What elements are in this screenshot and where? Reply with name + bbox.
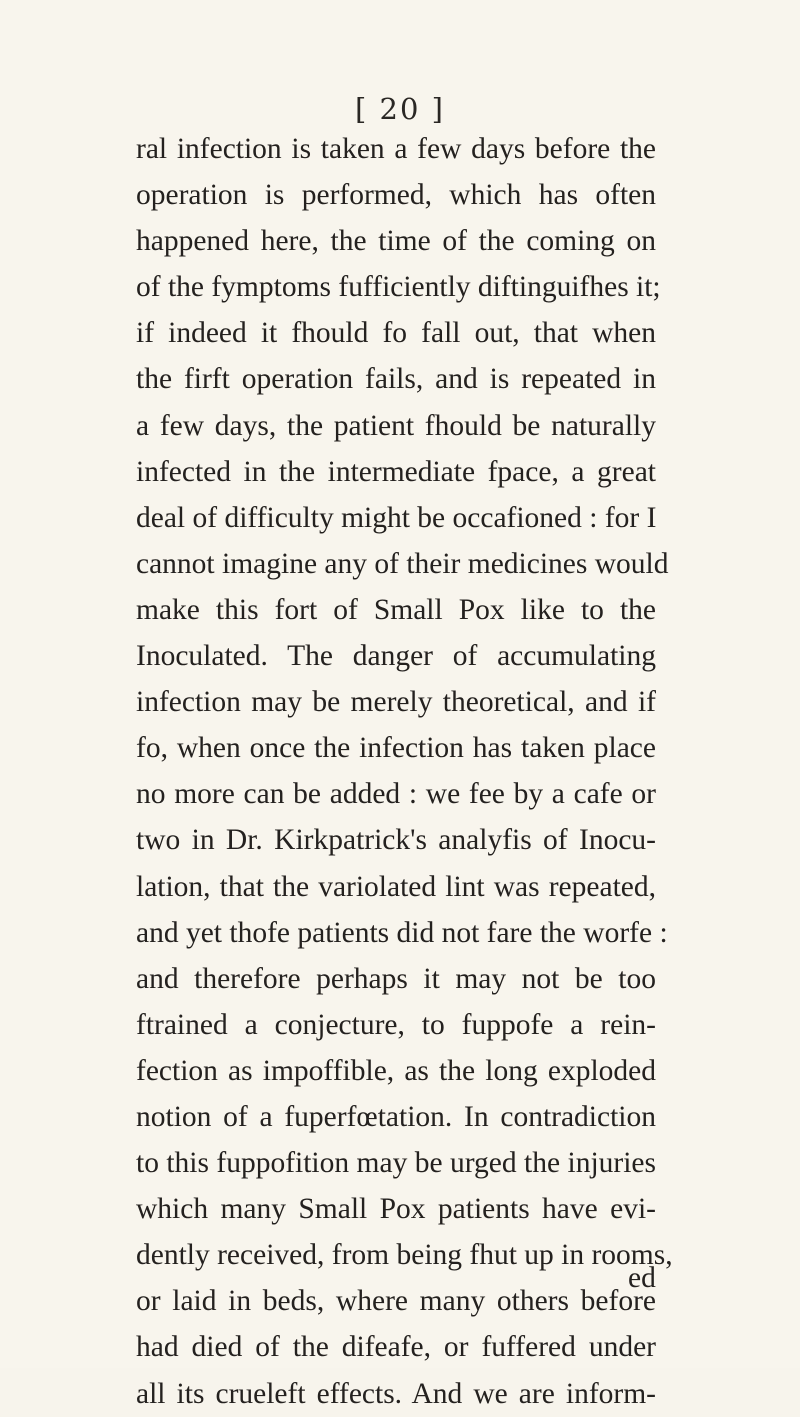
text-line: or laid in beds, where many others before	[136, 1285, 656, 1318]
body-text	[136, 126, 673, 1417]
text-line: fo, when once the infection has taken place	[136, 732, 656, 765]
text-line: if indeed it fhould fo fall out, that when	[136, 317, 656, 350]
text-line: notion of a fuperfœtation. In contradiction	[136, 1100, 656, 1133]
text-line: Inoculated. The danger of accumulating	[136, 640, 656, 673]
text-line: no more can be added : we fee by a cafe or	[136, 778, 656, 811]
text-line: and yet thofe patients did not fare the worfe :	[136, 916, 668, 949]
text-line: to this fuppofition may be urged the injuries	[136, 1147, 656, 1180]
text-line: which many Small Pox patients have evi-	[136, 1193, 656, 1226]
catchword: ed	[628, 1262, 656, 1294]
text-line: the firft operation fails, and is repeated in	[136, 363, 656, 396]
text-line: and therefore perhaps it may not be too	[136, 962, 656, 995]
text-line: make this fort of Small Pox like to the	[136, 593, 656, 626]
page-number: [ 20 ]	[355, 92, 445, 126]
text-line: deal of difficulty might be occafioned : for I	[136, 501, 657, 534]
text-line: cannot imagine any of their medicines would	[136, 547, 669, 580]
text-line: had died of the difeafe, or fuffered under	[136, 1331, 656, 1364]
text-line: a few days, the patient fhould be naturally	[136, 409, 656, 442]
text-line: fection as impoffible, as the long exploded	[136, 1054, 656, 1087]
text-line: ftrained a conjecture, to fuppofe a rein-	[136, 1008, 656, 1041]
text-line: lation, that the variolated lint was repeated,	[136, 870, 656, 903]
text-line: ral infection is taken a few days before the	[136, 133, 656, 165]
text-line: all its crueleft effects. And we are inform-	[136, 1377, 656, 1410]
text-line: happened here, the time of the coming on	[136, 225, 656, 258]
text-line: operation is performed, which has often	[136, 179, 656, 212]
text-line: dently received, from being fhut up in rooms,	[136, 1239, 673, 1272]
text-line: infected in the intermediate fpace, a great	[136, 455, 656, 488]
text-line: infection may be merely theoretical, and if	[136, 686, 656, 719]
text-line: of the fymptoms fufficiently diftinguifhes it;	[136, 271, 661, 304]
text-line: two in Dr. Kirkpatrick's analyfis of Inocu-	[136, 824, 656, 857]
